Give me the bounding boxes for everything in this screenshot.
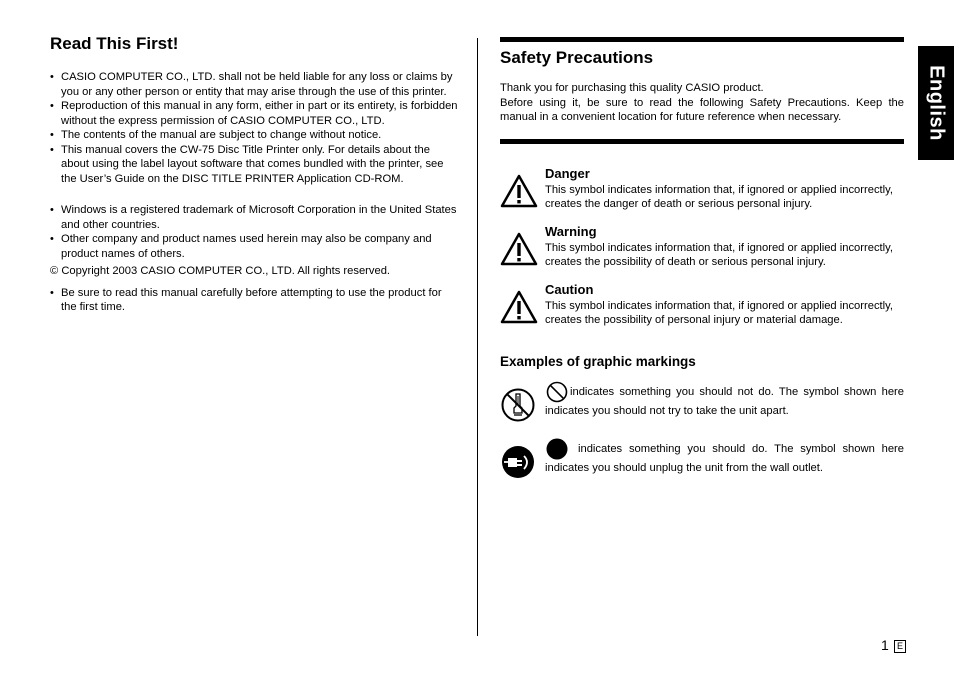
warning-row bbox=[500, 224, 904, 282]
example-prohibition-line-2: indicates you should not try to take the unit apart. bbox=[545, 404, 789, 417]
list-item: • The contents of the manual are subject to change without notice. bbox=[50, 128, 460, 143]
example-mandatory-line-1: indicates something you should do. The symbol shown here bbox=[578, 442, 904, 455]
list-item: • Be sure to read this manual carefully before attempting to use the product for the first time. bbox=[50, 286, 460, 315]
list-item: • Windows is a registered trademark of Microsoft Corporation in the United States and other countries. bbox=[50, 203, 460, 232]
safety-intro bbox=[500, 81, 904, 125]
intro-line-2: Before using it, be sure to read the following Safety Precautions. Keep the manual in a convenient location for future reference when necessary. bbox=[500, 96, 904, 123]
caution-row bbox=[500, 282, 904, 340]
page-language-letter: E bbox=[894, 640, 906, 653]
example-prohibition-line-1: indicates something you should not do. The symbol shown here bbox=[570, 385, 904, 398]
warning-description: This symbol indicates information that, if ignored or applied incorrectly, creates the possibility of death or serious personal injury. bbox=[545, 241, 894, 268]
read-first-list-c bbox=[50, 286, 460, 315]
warning-triangle-icon bbox=[500, 174, 538, 208]
unplug-icon bbox=[500, 444, 536, 480]
caution-title: Caution bbox=[545, 281, 594, 297]
list-item: • CASIO COMPUTER CO., LTD. shall not be held liable for any loss or claims by you or any other person or entity that may arise through the use of this printer. bbox=[50, 70, 460, 99]
safety-section bbox=[500, 37, 904, 497]
language-tab bbox=[918, 46, 954, 160]
intro-line-1: Thank you for purchasing this quality CASIO product. bbox=[500, 82, 764, 94]
column-divider bbox=[477, 38, 478, 636]
list-item: • This manual covers the CW-75 Disc Title Printer only. For details about the about using the label layout software that comes bundled with the printer, see the User’s Guide on the DISC TITLE PRINTER Application CD-ROM. bbox=[50, 143, 460, 187]
warning-triangle-icon bbox=[500, 232, 538, 266]
prohibition-circle-icon bbox=[546, 381, 568, 403]
list-item: • Other company and product names used herein may also be company and product names of others. bbox=[50, 232, 460, 261]
example-prohibition-row bbox=[500, 383, 904, 440]
page-number: 1 bbox=[881, 637, 889, 653]
caution-description: This symbol indicates information that, if ignored or applied incorrectly, creates the possibility of personal injury or material damage. bbox=[545, 299, 894, 326]
safety-title: Safety Precautions bbox=[500, 48, 654, 67]
danger-row bbox=[500, 166, 904, 224]
danger-title: Danger bbox=[545, 165, 590, 181]
warning-triangle-icon bbox=[500, 290, 538, 324]
example-mandatory-line-2: indicates you should unplug the unit from the wall outlet. bbox=[545, 461, 823, 474]
danger-description: This symbol indicates information that, if ignored or applied incorrectly, creates the danger of death or serious personal injury. bbox=[545, 183, 894, 210]
mandatory-circle-icon bbox=[546, 438, 568, 460]
examples-title: Examples of graphic markings bbox=[500, 353, 696, 369]
read-first-list-a bbox=[50, 70, 460, 186]
copyright-notice: © Copyright 2003 CASIO COMPUTER CO., LTD. All rights reserved. bbox=[50, 265, 391, 277]
warning-title: Warning bbox=[545, 223, 597, 239]
language-tab-label: English bbox=[925, 65, 948, 141]
section-rule-middle bbox=[500, 139, 904, 144]
read-first-list-b bbox=[50, 203, 460, 261]
list-item: • Reproduction of this manual in any form, either in part or its entirety, is forbidden without the express permission of CASIO COMPUTER CO., LTD. bbox=[50, 99, 460, 128]
read-first-section bbox=[50, 34, 460, 315]
read-first-title: Read This First! bbox=[50, 34, 179, 53]
example-mandatory-row bbox=[500, 440, 904, 497]
section-rule-top bbox=[500, 37, 904, 42]
no-disassembly-icon bbox=[500, 387, 536, 423]
